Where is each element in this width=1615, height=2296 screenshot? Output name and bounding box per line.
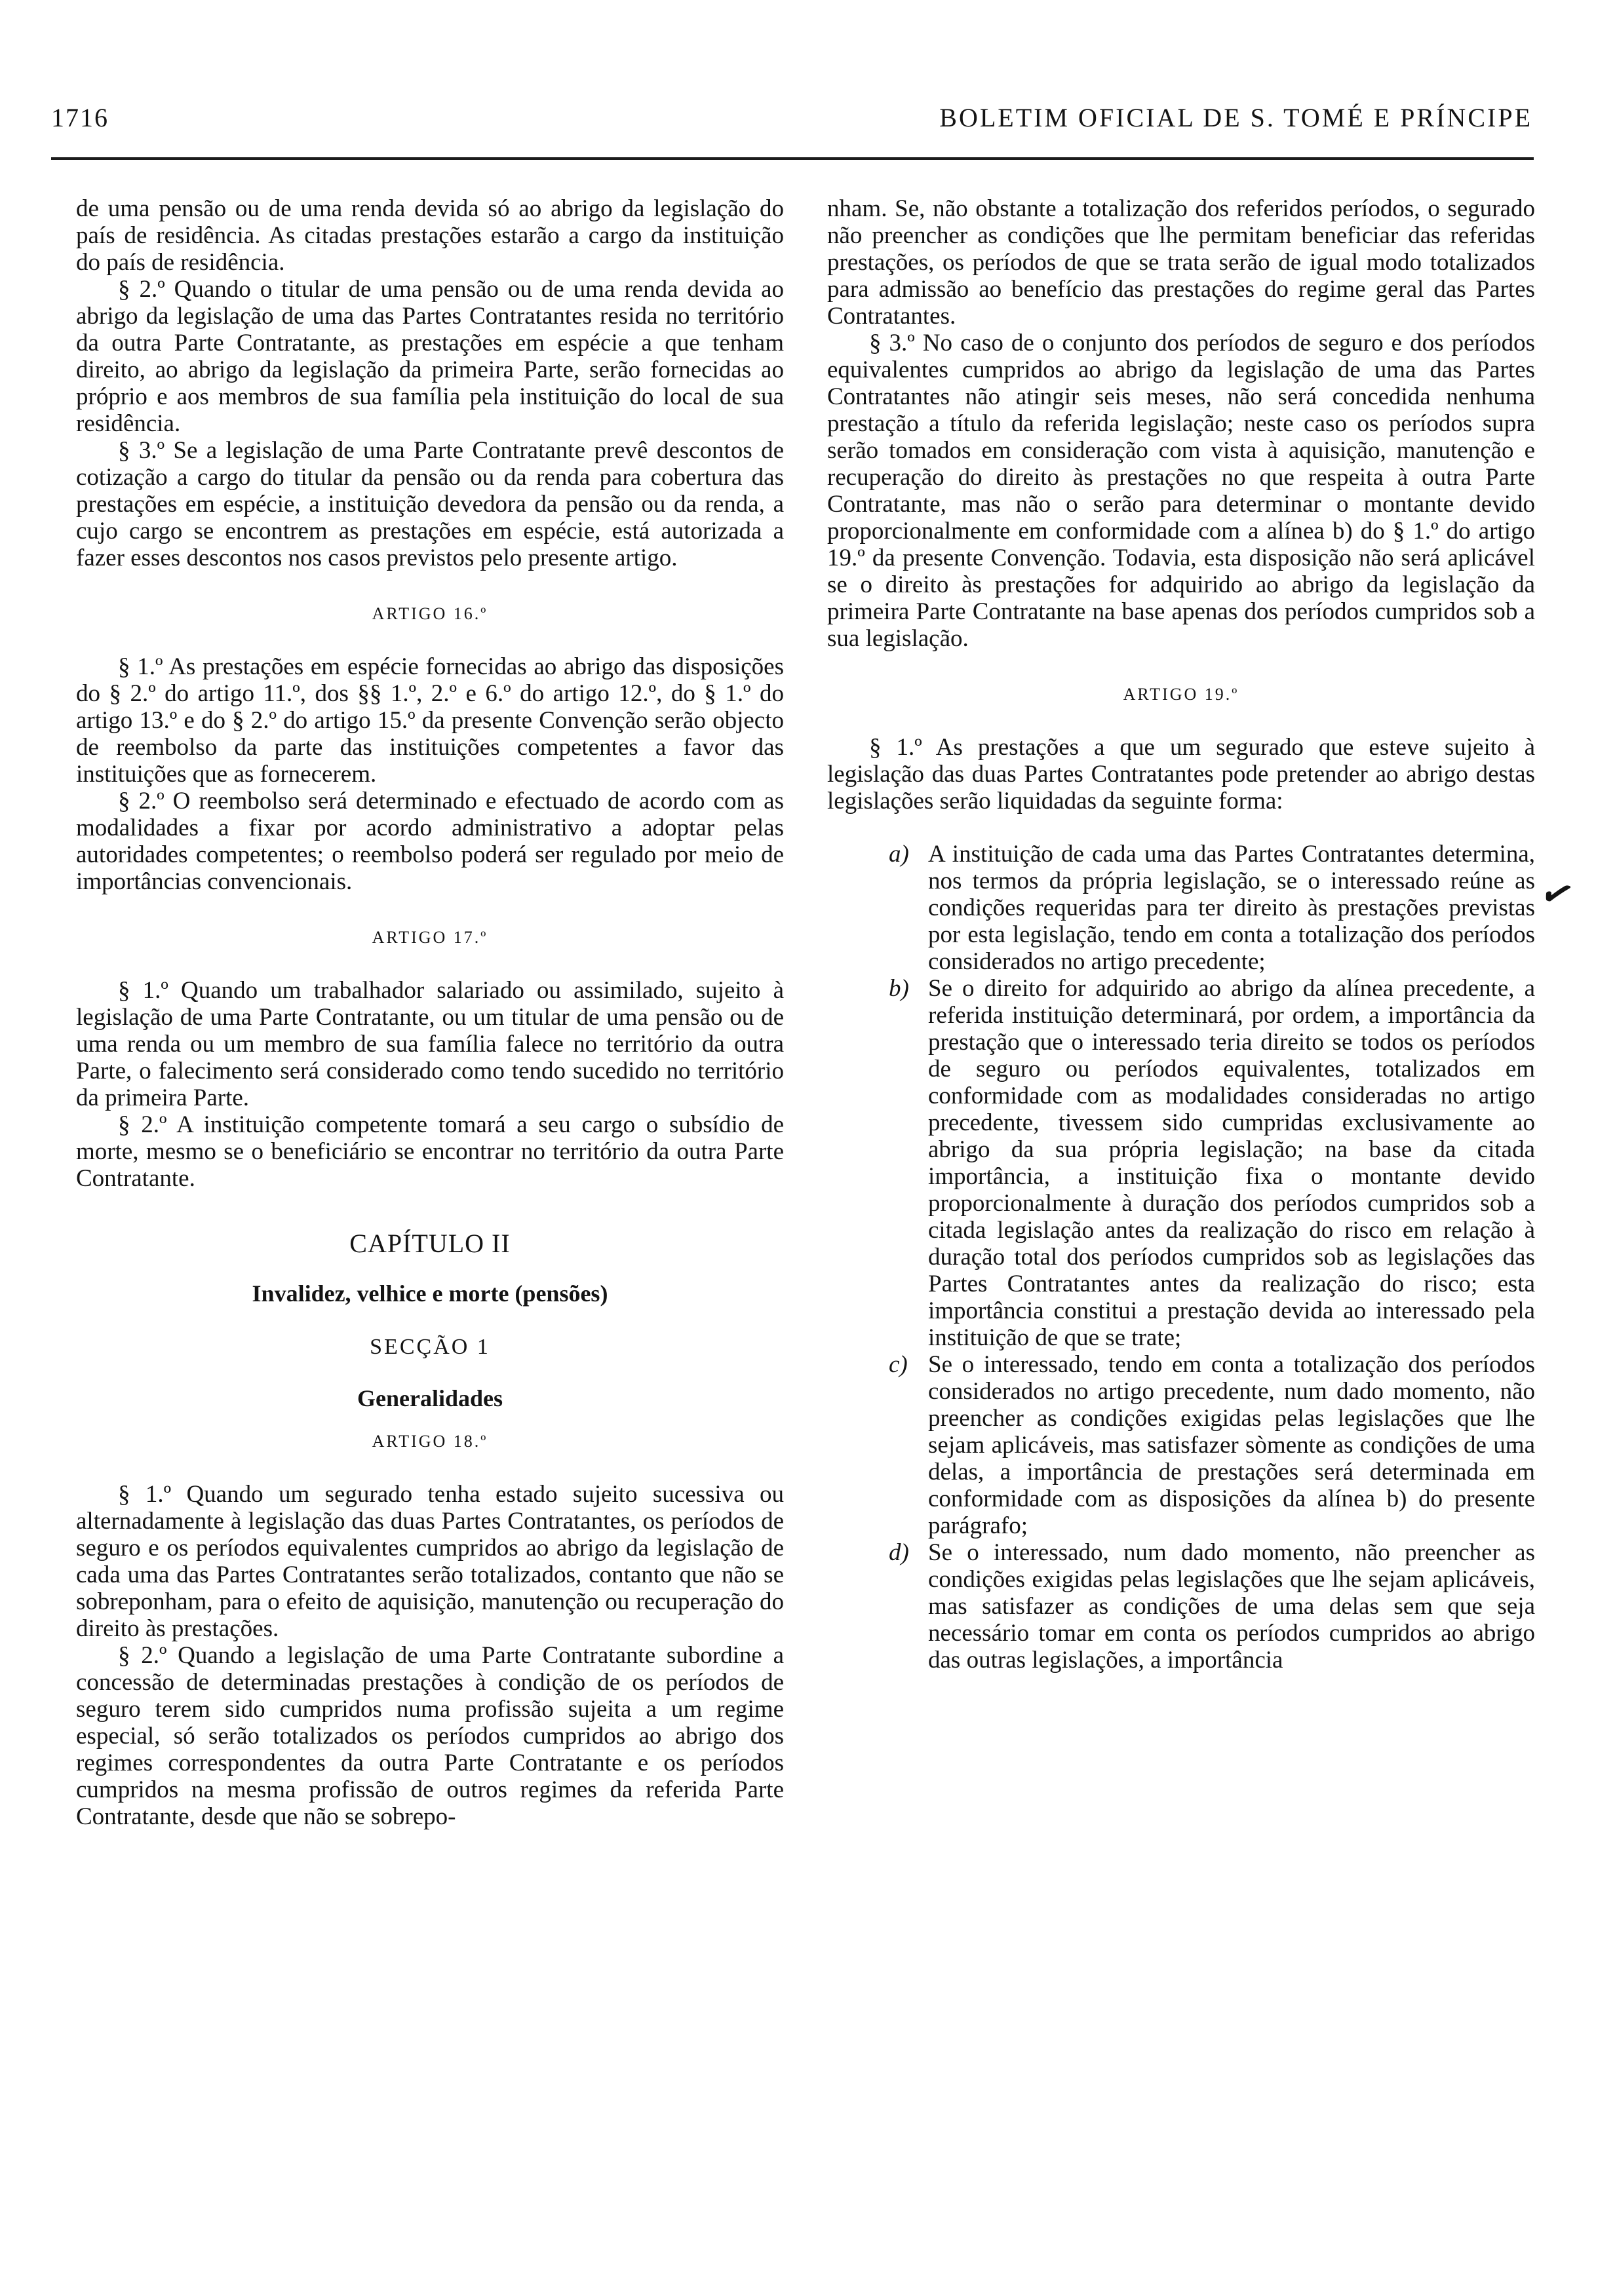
paragraph: § 2.º Quando a legislação de uma Parte Contratante subordine a concessão de determinadas prestações à condição de os períodos de seguro terem sido cumpridos numa profissão sujeita a um regime especial, só serão totalizados os períodos cumpridos ao abrigo dos regimes correspondentes da outra Parte Contratante e os períodos cumpridos na mesma profissão de outros regimes da referida Parte Contratante, desde que não se sobrepo-	[76, 1642, 784, 1830]
chapter-title: CAPÍTULO II	[349, 1229, 511, 1258]
paragraph: de uma pensão ou de uma renda devida só ao abrigo da legislação do país de residência. As citadas prestações estarão a cargo da instituição do país de residência.	[76, 195, 784, 276]
paragraph: § 1.º Quando um segurado tenha estado sujeito sucessiva ou alternadamente à legislação das duas Partes Contratantes, os períodos de seguro e os períodos equivalentes cumpridos ao abrigo da legislação de cada uma das Partes Contratantes serão totalizados, contanto que não se sobreponham, para o efeito de aquisição, manutenção ou recuperação do direito às prestações.	[76, 1481, 784, 1642]
paragraph: § 1.º As prestações em espécie fornecidas ao abrigo das disposições do § 2.º do artigo 11.º, dos §§ 1.º, 2.º e 6.º do artigo 12.º, do § 1.º do artigo 13.º e do § 2.º do artigo 15.º da presente Convenção serão objecto de reembolso da parte das instituições competentes a favor das instituições que as fornecerem.	[76, 653, 784, 788]
list-item-text: A instituição de cada uma das Partes Contratantes determina, nos termos da própria legislação, se o interessado reúne as condições requeridas para ter direito às prestações previstas por esta legislação, tendo em conta a totalização dos períodos considerados no artigo precedente;	[928, 841, 1535, 975]
paragraph: § 2.º Quando o titular de uma pensão ou de uma renda devida ao abrigo da legislação de uma das Partes Contratantes resida no território da outra Parte Contratante, as prestações em espécie a que tenham direito, ao abrigo da legislação da primeira Parte, serão fornecidas ao próprio e aos membros de sua família pela instituição do local de sua residência.	[76, 276, 784, 437]
list-item	[827, 1539, 1535, 1674]
section-subtitle: Generalidades	[357, 1385, 503, 1411]
article-heading: ARTIGO 16.º	[372, 604, 488, 623]
paragraph: § 2.º O reembolso será determinado e efectuado de acordo com as modalidades a fixar por acordo administrativo a adoptar pelas autoridades competentes; o reembolso poderá ser regulado por meio de importâncias convencionais.	[76, 788, 784, 895]
article-heading: ARTIGO 18.º	[372, 1432, 488, 1451]
list-marker: c)	[889, 1351, 908, 1378]
left-column	[76, 195, 784, 1830]
page-number: 1716	[51, 103, 109, 132]
right-column	[827, 195, 1535, 1674]
page-header	[51, 100, 1532, 139]
list-item	[827, 1351, 1535, 1539]
list-item-text: Se o interessado, num dado momento, não preencher as condições exigidas pelas legislações que lhe sejam aplicáveis, mas satisfazer as condições de uma delas sem que seja necessário tomar em conta os períodos cumpridos ao abrigo das outras legislações, a importância	[928, 1539, 1535, 1674]
chapter-subtitle: Invalidez, velhice e morte (pensões)	[252, 1280, 608, 1307]
running-title: BOLETIM OFICIAL DE S. TOMÉ E PRÍNCIPE	[939, 103, 1532, 132]
paragraph: § 3.º No caso de o conjunto dos períodos de seguro e dos períodos equivalentes cumpridos ao abrigo da legislação de uma das Partes Contratantes não atingir seis meses, não será concedida nenhuma prestação a título da referida legislação; neste caso os períodos supra serão tomados em consideração com vista à aquisição, manutenção e recuperação do direito às prestações no que respeita à outra Parte Contratante, mas não o serão para determinar o montante devido proporcionalmente em conformidade com a alínea b) do § 1.º do artigo 19.º da presente Convenção. Todavia, esta disposição não será aplicável se o direito às prestações for adquirido ao abrigo da legislação da primeira Parte Contratante na base apenas dos períodos cumpridos sob a sua legislação.	[827, 330, 1535, 652]
paragraph: § 1.º Quando um trabalhador salariado ou assimilado, sujeito à legislação de uma Parte Contratante, ou um titular de uma pensão ou de uma renda ou um membro de sua família falece no território da outra Parte, o falecimento será considerado como tendo sucedido no território da primeira Parte.	[76, 977, 784, 1111]
paragraph: § 2.º A instituição competente tomará a seu cargo o subsídio de morte, mesmo se o beneficiário se encontrar no território da outra Parte Contratante.	[76, 1111, 784, 1192]
section-title: SECÇÃO 1	[370, 1335, 490, 1359]
list-item-text: Se o interessado, tendo em conta a totalização dos períodos considerados no artigo precedente, num dado momento, não preencher as condições exigidas pelas legislações que lhe sejam aplicáveis, mas satisfazer sòmente as condições de uma delas, a importância de prestações será determinada em conformidade com as disposições da alínea b) do presente parágrafo;	[928, 1351, 1535, 1539]
header-rule	[51, 157, 1534, 160]
article-heading: ARTIGO 19.º	[1123, 685, 1239, 704]
paragraph: § 1.º As prestações a que um segurado que esteve sujeito à legislação das duas Partes Contratantes pode pretender ao abrigo destas legislações serão liquidadas da seguinte forma:	[827, 734, 1535, 814]
list-marker: a)	[889, 841, 909, 868]
paragraph: § 3.º Se a legislação de uma Parte Contratante prevê descontos de cotização a cargo do titular da pensão ou da renda para cobertura das prestações em espécie, a instituição devedora da pensão ou da renda, a cujo cargo se encontrem as prestações em espécie, está autorizada a fazer esses descontos nos casos previstos pelo presente artigo.	[76, 437, 784, 571]
list-marker: d)	[889, 1539, 909, 1566]
article-heading: ARTIGO 17.º	[372, 928, 488, 947]
list-item	[827, 975, 1535, 1351]
paragraph: nham. Se, não obstante a totalização dos referidos períodos, o segurado não preencher as condições que lhe permitam beneficiar das referidas prestações, os períodos de que se trata serão de igual modo totalizados para admissão ao benefício das prestações do regime geral das Partes Contratantes.	[827, 195, 1535, 330]
list-marker: b)	[889, 975, 909, 1002]
margin-check-mark-icon: ✓	[1535, 868, 1580, 920]
list-item-text: Se o direito for adquirido ao abrigo da alínea precedente, a referida instituição determinará, por ordem, a importância da prestação que o interessado teria direito se todos os períodos de seguro ou períodos equivalentes, totalizados em conformidade com as modalidades consideradas no artigo precedente, tivessem sido cumpridas exclusivamente ao abrigo da sua própria legislação; na base da citada importância, a instituição fixa o montante devido proporcionalmente à duração dos períodos cumpridos sob a citada legislação antes da realização do risco em relação à duração total dos períodos cumpridos sob as legislações das Partes Contratantes antes da realização do risco; esta importância constitui a prestação devida ao interessado pela instituição de que se trate;	[928, 975, 1535, 1351]
list-item	[827, 841, 1535, 975]
